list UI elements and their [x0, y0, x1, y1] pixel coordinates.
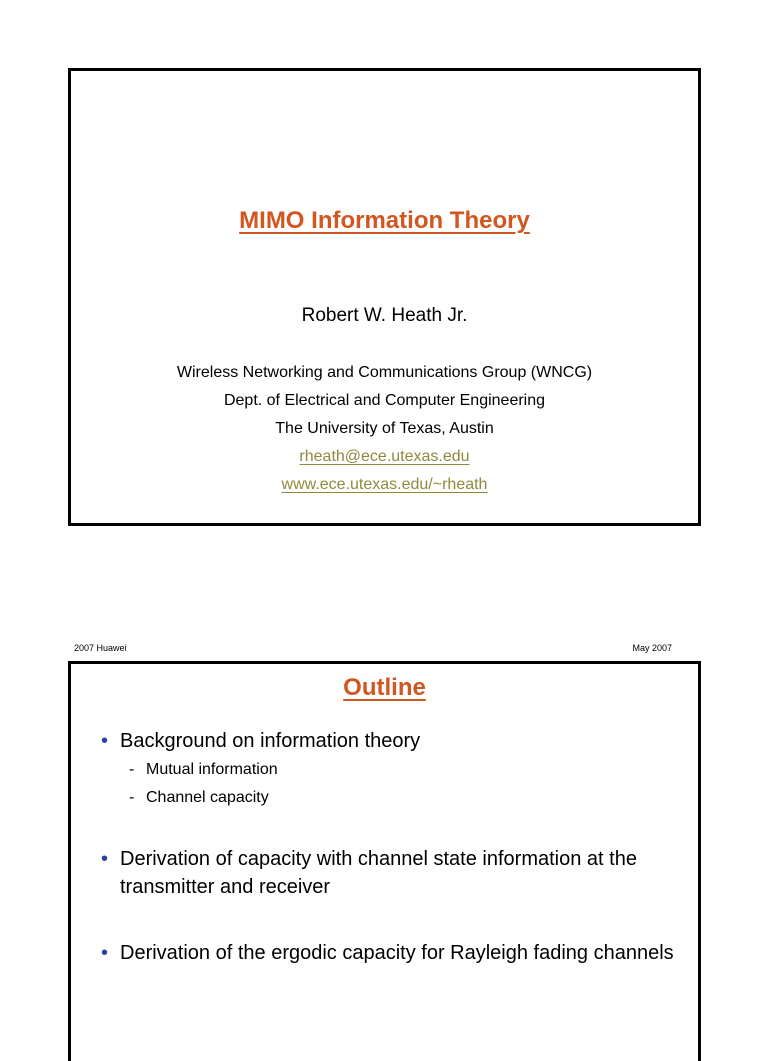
outline-slide: [68, 661, 701, 1061]
bullet-item: [101, 727, 688, 755]
bullet-marker: •: [101, 730, 109, 752]
bullet-text: Background on information theory: [120, 730, 421, 752]
email-link[interactable]: rheath@ece.utexas.edu: [299, 448, 470, 465]
title-slide: [68, 68, 701, 526]
sub-text: Channel capacity: [146, 789, 269, 806]
affiliation-group: Wireless Networking and Communications Group (WNCG): [176, 364, 593, 381]
footer-right: May 2007: [632, 643, 672, 653]
sub-text: Mutual information: [146, 761, 278, 778]
footer-left: 2007 Huawei: [74, 643, 127, 653]
outline-title: Outline: [343, 674, 426, 701]
website-link[interactable]: www.ece.utexas.edu/~rheath: [281, 476, 488, 493]
affiliation-university: The University of Texas, Austin: [275, 420, 494, 437]
bullet-text: Derivation of the ergodic capacity for Rayleigh fading channels: [120, 942, 674, 964]
author-name: Robert W. Heath Jr.: [301, 305, 468, 326]
bullet-item: [101, 845, 688, 901]
bullet-marker: •: [101, 942, 109, 964]
bullet-item: [101, 939, 688, 967]
sub-marker: -: [129, 761, 135, 778]
bullet-text: Derivation of capacity with channel state information at the transmitter and receiver: [120, 848, 637, 898]
sub-item: [129, 760, 278, 780]
affiliation-department: Dept. of Electrical and Computer Engineering: [223, 392, 546, 409]
slide-title: MIMO Information Theory: [239, 207, 530, 234]
sub-item: [129, 788, 269, 808]
sub-marker: -: [129, 789, 135, 806]
bullet-marker: •: [101, 848, 109, 870]
